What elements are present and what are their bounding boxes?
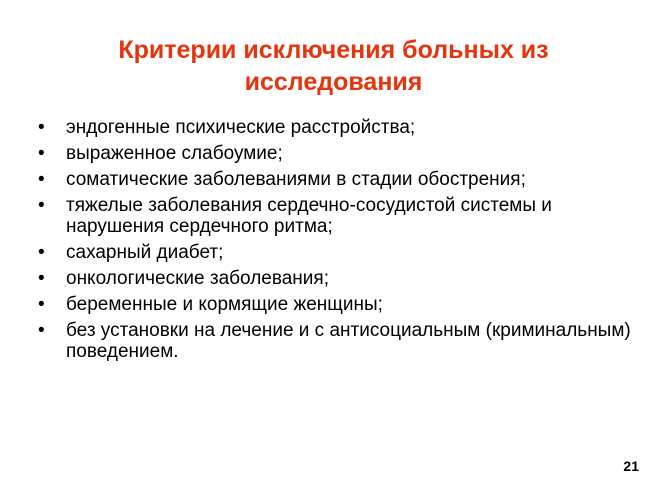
page-number: 21	[623, 458, 639, 474]
list-item-text: сахарный диабет;	[66, 242, 224, 263]
bullet-icon: •	[38, 117, 45, 138]
slide-title-line-2: исследования	[244, 68, 423, 96]
list-item-text: беременные и кормящие женщины;	[66, 294, 383, 315]
criteria-list	[36, 117, 636, 367]
list-item	[36, 117, 636, 138]
list-item	[36, 195, 636, 237]
list-item	[36, 169, 636, 190]
bullet-icon: •	[38, 195, 45, 216]
bullet-icon: •	[38, 294, 45, 315]
slide-title-line-1: Критерии исключения больных из	[118, 36, 549, 64]
bullet-icon: •	[38, 242, 45, 263]
list-item	[36, 242, 636, 263]
slide-title	[40, 34, 627, 98]
list-item-text: соматические заболеваниями в стадии обострения;	[66, 169, 526, 190]
list-item-text: онкологические заболевания;	[66, 268, 329, 289]
list-item-text: без установки на лечение и с антисоциальным (криминальным) поведением.	[66, 320, 631, 362]
list-item	[36, 143, 636, 164]
bullet-icon: •	[38, 143, 45, 164]
list-item	[36, 268, 636, 289]
list-item	[36, 320, 636, 362]
list-item	[36, 294, 636, 315]
bullet-icon: •	[38, 320, 45, 341]
bullet-icon: •	[38, 268, 45, 289]
list-item-text: эндогенные психические расстройства;	[66, 117, 416, 138]
list-item-text: выраженное слабоумие;	[66, 143, 283, 164]
bullet-icon: •	[38, 169, 45, 190]
list-item-text: тяжелые заболевания сердечно-сосудистой системы и нарушения сердечного ритма;	[66, 195, 552, 237]
